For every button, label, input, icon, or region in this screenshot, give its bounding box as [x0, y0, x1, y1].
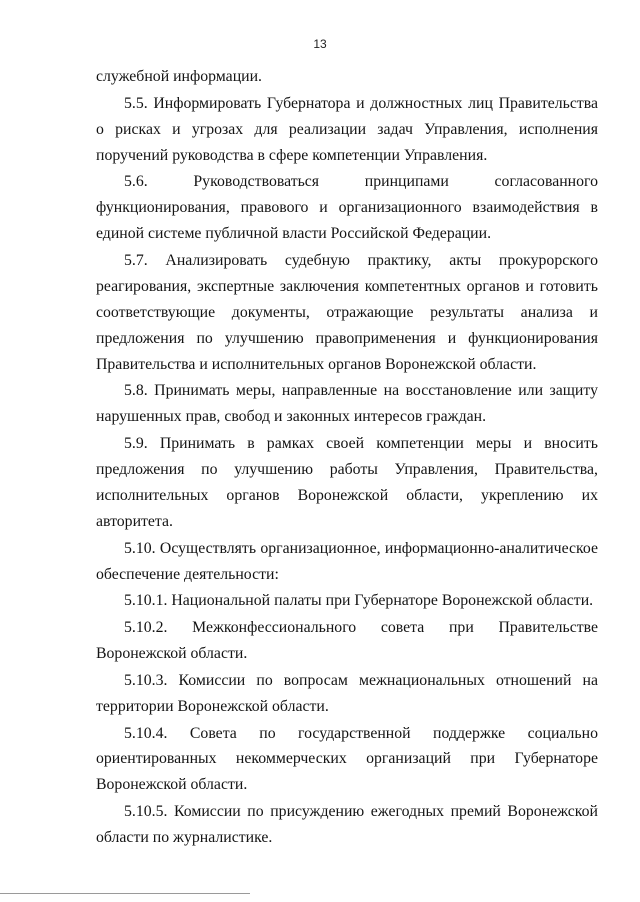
paragraph-continuation: служебной информации. [96, 68, 263, 85]
footer-divider [0, 893, 250, 894]
paragraph-5-10-2: 5.10.2. Межконфессионального совета при Правительстве Воронежской области. [96, 619, 598, 663]
page-number: 13 [313, 37, 327, 51]
paragraph-5-5: 5.5. Информировать Губернатора и должностных лиц Правительства о рисках и угрозах для реализации задач Управления, исполнения поручений руководства в сфере компетенции Управления. [96, 94, 598, 164]
paragraph-5-9: 5.9. Принимать в рамках своей компетенции меры и вносить предложения по улучшению работы Управления, Правительства, исполнительных органов Воронежской области, укреплению их авторитета. [96, 435, 598, 530]
paragraph-5-10-5: 5.10.5. Комиссии по присуждению ежегодных премий Воронежской области по журналистике. [96, 803, 598, 847]
paragraph-5-8: 5.8. Принимать меры, направленные на восстановление или защиту нарушенных прав, свобод и законных интересов граждан. [96, 382, 598, 426]
paragraph-5-10-3: 5.10.3. Комиссии по вопросам межнациональных отношений на территории Воронежской области. [96, 671, 598, 715]
paragraph-5-10-1: 5.10.1. Национальной палаты при Губернаторе Воронежской области. [124, 592, 594, 610]
paragraph-5-10-4: 5.10.4. Совета по государственной поддержке социально ориентированных некоммерческих организаций при Губернаторе Воронежской области. [96, 724, 598, 794]
document-body [96, 64, 598, 851]
paragraph-5-10: 5.10. Осуществлять организационное, информационно-аналитическое обеспечение деятельности: [96, 539, 598, 583]
paragraph-5-7: 5.7. Анализировать судебную практику, акты прокурорского реагирования, экспертные заключения компетентных органов и готовить соответствующие документы, отражающие результаты анализа и предложения по улучшению правоприменения и функционирования Правительства и исполнительных органов Воронежской области. [96, 252, 598, 373]
paragraph-5-6: 5.6. Руководствоваться принципами согласованного функционирования, правового и организационного взаимодействия в единой системе публичной власти Российской Федерации. [96, 173, 598, 243]
